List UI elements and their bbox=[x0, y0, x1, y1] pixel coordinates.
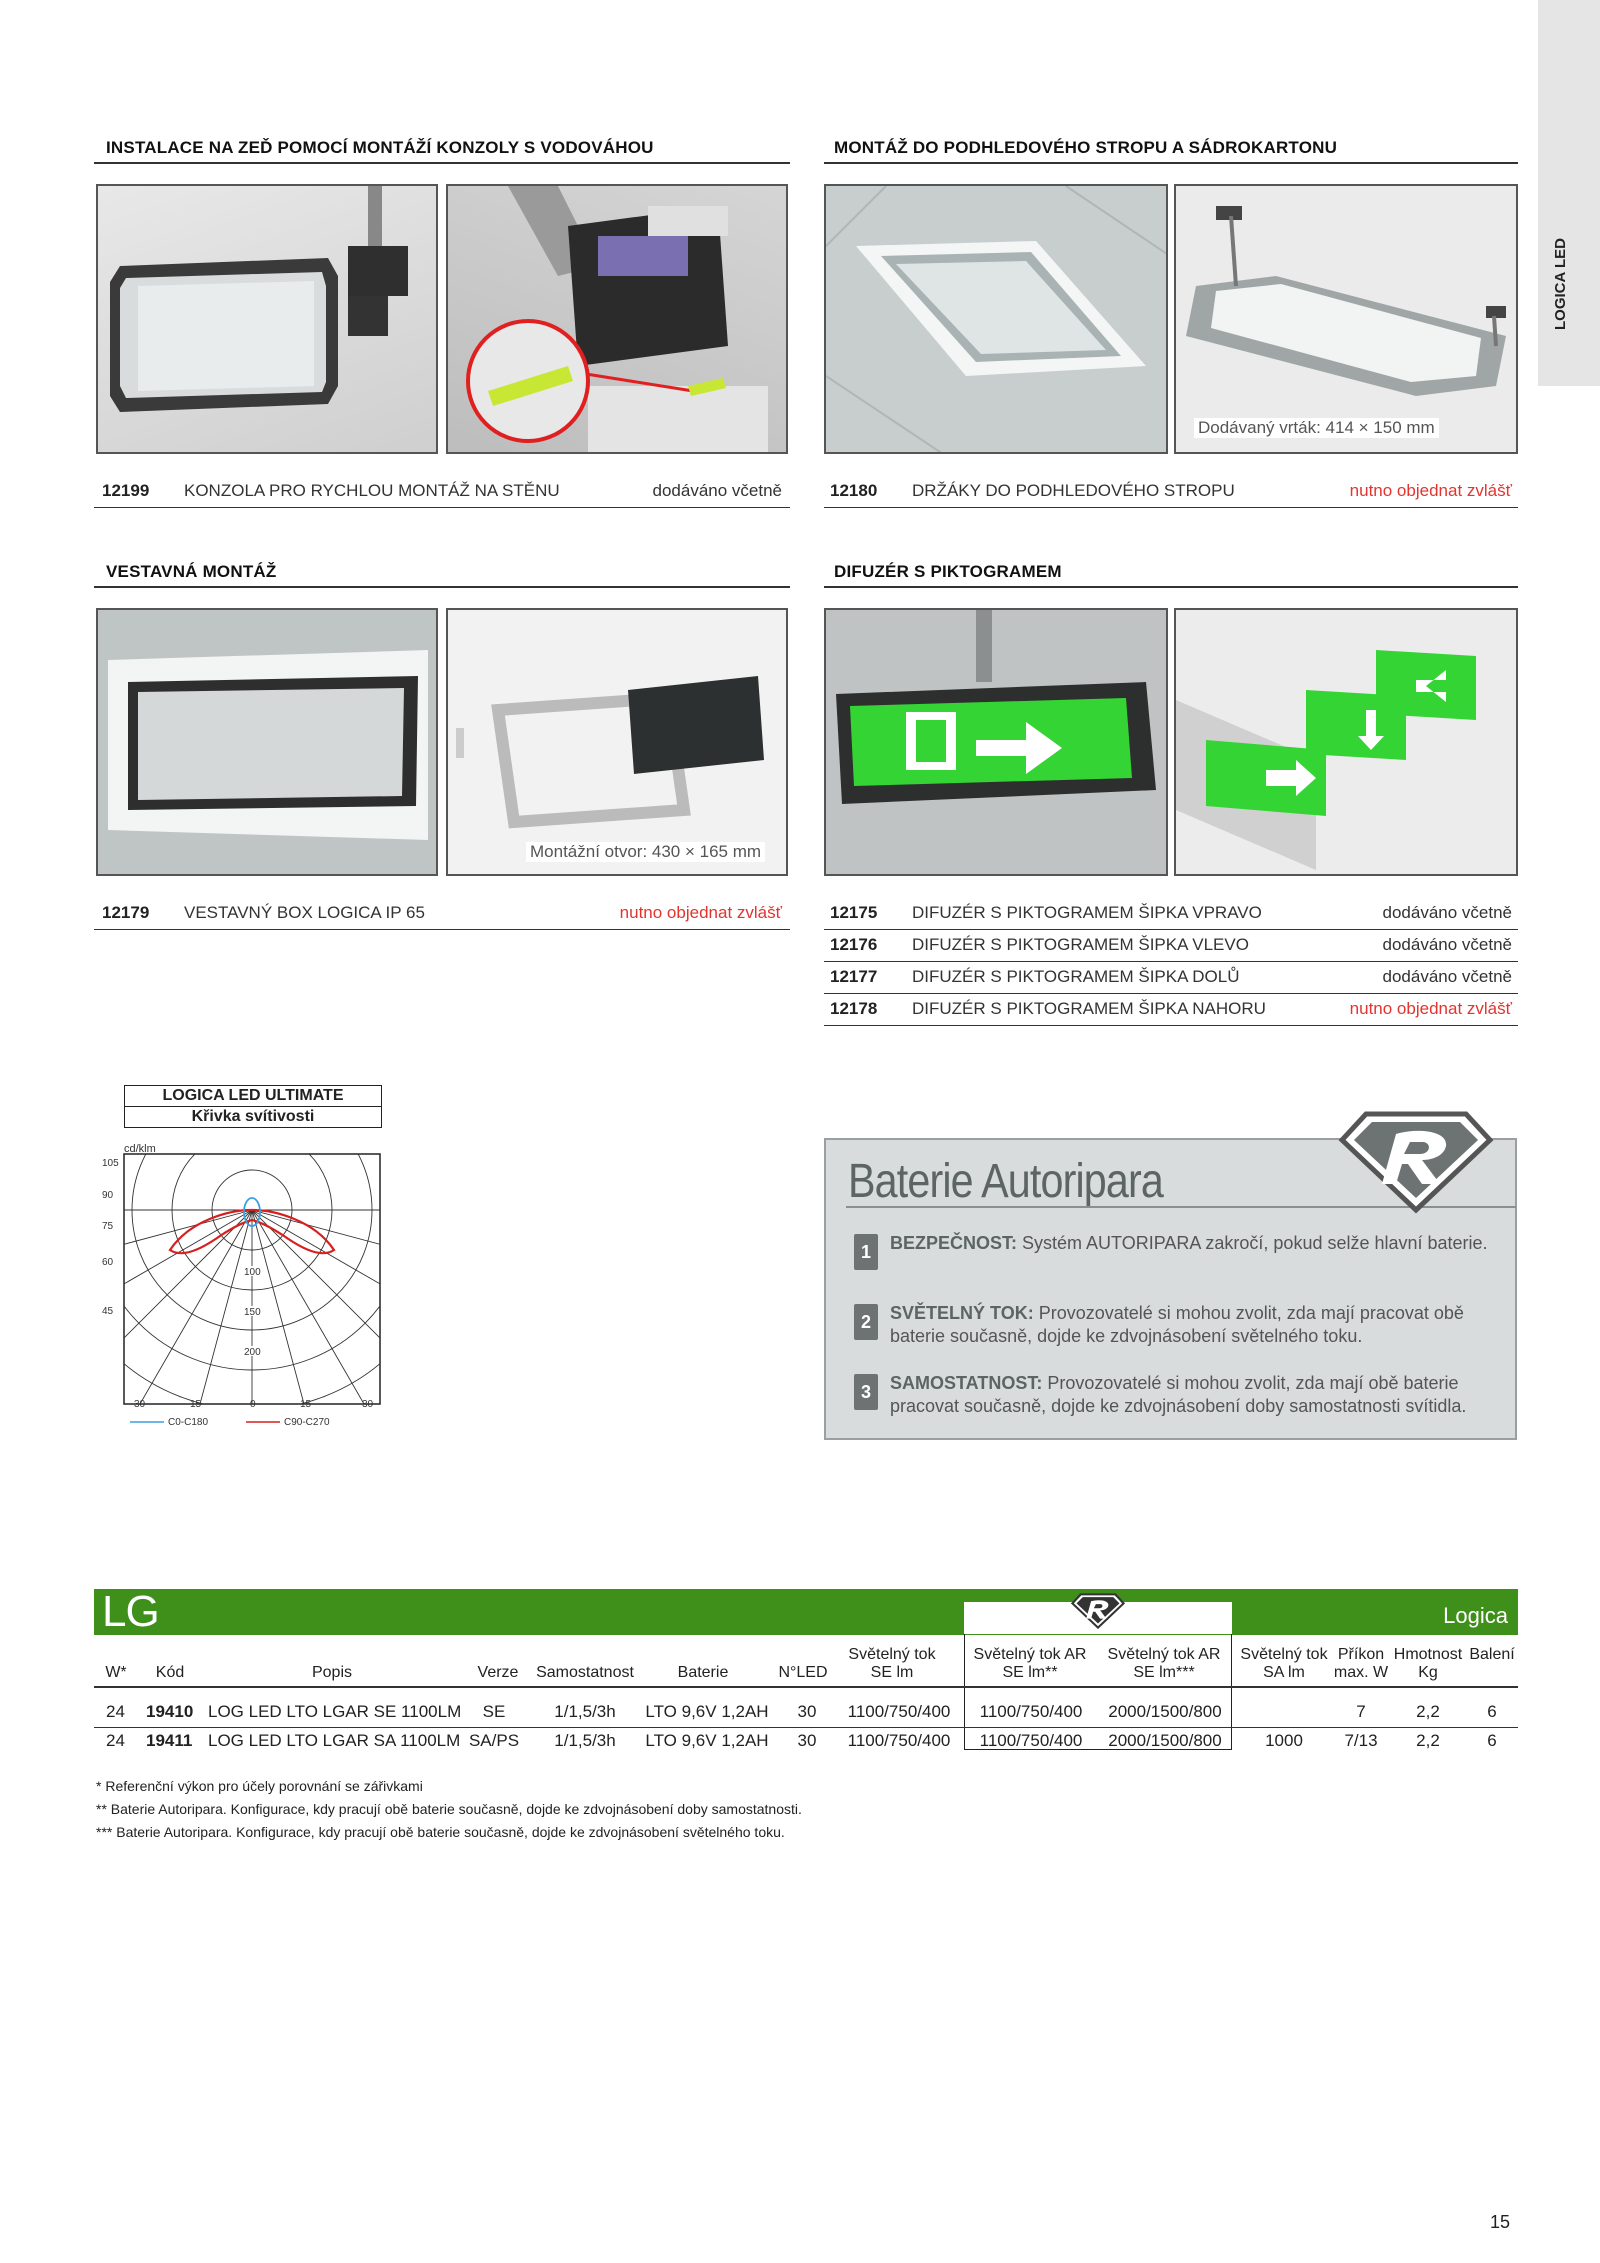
accessory-description: DIFUZÉR S PIKTOGRAMEM ŠIPKA VPRAVO bbox=[912, 903, 1262, 922]
photo-wall-bracket-luminaire bbox=[96, 184, 438, 454]
header-baleni: Balení bbox=[1469, 1646, 1515, 1663]
autoripara-logo-small bbox=[1070, 1593, 1126, 1629]
battery-item-label: BEZPEČNOST: bbox=[890, 1233, 1018, 1253]
polar-unit-label: cd/klm bbox=[124, 1143, 156, 1155]
header-tok-se: Světelný tok SE lm bbox=[848, 1646, 936, 1681]
accessory-description: DIFUZÉR S PIKTOGRAMEM ŠIPKA VLEVO bbox=[912, 935, 1249, 954]
polar-angle-label: 30 bbox=[134, 1399, 146, 1410]
row-divider bbox=[94, 507, 790, 508]
section-rule bbox=[824, 162, 1518, 164]
polar-chart-title: LOGICA LED ULTIMATE bbox=[125, 1086, 381, 1107]
header-baterie: Baterie bbox=[677, 1664, 729, 1681]
accessory-code: 12176 bbox=[830, 935, 878, 954]
recessed-cutout-caption: Montážní otvor: 430 × 165 mm bbox=[526, 842, 765, 862]
side-tab bbox=[1538, 0, 1600, 386]
table-row: 24 19411 LOG LED LTO LGAR SA 1100LM SA/PS 1/1,5/3h LTO 9,6V 1,2AH 30 1100/750/400 1100/750/400 2000/1500/800 1000 7/13 2,2 6 bbox=[106, 1731, 1497, 1750]
section-title-recessed: VESTAVNÁ MONTÁŽ bbox=[106, 562, 277, 581]
polar-radial-label: 200 bbox=[244, 1347, 261, 1358]
accessory-row bbox=[824, 476, 1518, 506]
accessory-description: VESTAVNÝ BOX LOGICA IP 65 bbox=[184, 903, 425, 922]
section-rule bbox=[94, 162, 790, 164]
header-tok-ar-sa: Světelný tok AR SE lm*** bbox=[1107, 1646, 1221, 1681]
accessory-note: nutno objednat zvlášť bbox=[619, 903, 782, 922]
legend-label-c90-c270: C90-C270 bbox=[284, 1417, 330, 1428]
row-divider bbox=[824, 1025, 1518, 1026]
photo-ceiling-brackets bbox=[1174, 184, 1518, 454]
polar-spoke bbox=[90, 1210, 252, 1340]
legend-label-c0-c180: C0-C180 bbox=[168, 1417, 209, 1428]
header-verze: Verze bbox=[477, 1664, 519, 1681]
polar-spoke bbox=[252, 1210, 390, 1394]
battery-item-text bbox=[890, 1232, 1500, 1255]
section-title-wall: INSTALACE NA ZEĎ POMOCÍ MONTÁŽÍ KONZOLY S VODOVÁHOU bbox=[106, 138, 654, 157]
family-code: LG bbox=[102, 1587, 159, 1636]
product-family-bar bbox=[94, 1589, 1518, 1635]
photo-diffuser-pictograms bbox=[1174, 608, 1518, 876]
accessory-row bbox=[824, 930, 1518, 960]
polar-angle-label: 105 bbox=[102, 1158, 119, 1169]
table-row: 24 19410 LOG LED LTO LGAR SE 1100LM SE 1/1,5/3h LTO 9,6V 1,2AH 30 1100/750/400 1100/750/400 2000/1500/800 7 2,2 6 bbox=[106, 1702, 1497, 1721]
row-divider bbox=[824, 507, 1518, 508]
battery-item-label: SAMOSTATNOST: bbox=[890, 1373, 1043, 1393]
accessory-note: dodáváno včetně bbox=[1382, 935, 1512, 954]
header-w: W* bbox=[105, 1664, 127, 1681]
accessory-note: nutno objednat zvlášť bbox=[1349, 999, 1512, 1018]
accessory-description: DRŽÁKY DO PODHLEDOVÉHO STROPU bbox=[912, 481, 1235, 500]
footnote: *** Baterie Autoripara. Konfigurace, kdy pracují obě baterie současně, dojde ke zdvojnásobení světelného toku. bbox=[96, 1824, 785, 1840]
accessory-note: nutno objednat zvlášť bbox=[1349, 481, 1512, 500]
polar-angle-label: 0 bbox=[250, 1399, 256, 1410]
header-tok-ar-se: Světelný tok AR SE lm** bbox=[973, 1646, 1087, 1681]
polar-radial-label: 150 bbox=[244, 1307, 261, 1318]
section-title-ceiling: MONTÁŽ DO PODHLEDOVÉHO STROPU A SÁDROKARTONU bbox=[834, 138, 1338, 157]
battery-item-text bbox=[890, 1302, 1500, 1348]
photo-wall-bracket-level bbox=[446, 184, 788, 454]
accessory-description: KONZOLA PRO RYCHLOU MONTÁŽ NA STĚNU bbox=[184, 481, 560, 500]
family-name: Logica bbox=[1443, 1603, 1508, 1628]
photo-recessed-box bbox=[96, 608, 438, 876]
side-tab-label: LOGICA LED bbox=[1552, 238, 1569, 330]
ceiling-cutout-caption: Dodávaný vrták: 414 × 150 mm bbox=[1194, 418, 1439, 438]
battery-title: Baterie Autoripara bbox=[848, 1155, 1163, 1208]
polar-angle-label: 75 bbox=[102, 1221, 114, 1232]
polar-angle-label: 45 bbox=[102, 1306, 114, 1317]
footnote: ** Baterie Autoripara. Konfigurace, kdy pracují obě baterie současně, dojde ke zdvojnásobení doby samostatnosti. bbox=[96, 1801, 802, 1817]
polar-spoke bbox=[90, 1210, 252, 1277]
polar-chart-subtitle: Křivka svítivosti bbox=[191, 1108, 315, 1125]
header-samostatnost: Samostatnost bbox=[536, 1664, 634, 1681]
row-divider bbox=[94, 929, 790, 930]
footnote: * Referenční výkon pro účely porovnání se zářivkami bbox=[96, 1778, 423, 1794]
battery-item-number: 3 bbox=[854, 1374, 878, 1410]
battery-item-number: 2 bbox=[854, 1304, 878, 1340]
accessory-row bbox=[96, 898, 788, 928]
header-nled: N°LED bbox=[778, 1664, 828, 1681]
accessory-note: dodáváno včetně bbox=[1382, 903, 1512, 922]
photo-recessed-frame bbox=[446, 608, 788, 876]
accessory-row bbox=[824, 898, 1518, 928]
polar-radial-label: 100 bbox=[244, 1267, 261, 1278]
battery-item-body: Systém AUTORIPARA zakročí, pokud selže hlavní baterie. bbox=[1017, 1233, 1488, 1253]
header-tok-sa: Světelný tok SA lm bbox=[1240, 1646, 1328, 1681]
header-popis: Popis bbox=[311, 1664, 353, 1681]
accessory-description: DIFUZÉR S PIKTOGRAMEM ŠIPKA DOLŮ bbox=[912, 967, 1240, 986]
battery-item-body: Provozovatelé si mohou zvolit, zda mají pracovat obě baterie současně, dojde ke zdvojnásobení světelného toku. bbox=[890, 1303, 1464, 1346]
section-title-diffuser: DIFUZÉR S PIKTOGRAMEM bbox=[834, 562, 1062, 581]
battery-item-number: 1 bbox=[854, 1234, 878, 1270]
accessory-description: DIFUZÉR S PIKTOGRAMEM ŠIPKA NAHORU bbox=[912, 999, 1266, 1018]
accessory-row bbox=[824, 962, 1518, 992]
accessory-code: 12199 bbox=[102, 481, 150, 500]
autoripara-logo bbox=[1338, 1110, 1494, 1214]
header-prikon: Příkon max. W bbox=[1333, 1646, 1389, 1681]
header-hmotnost: Hmotnost Kg bbox=[1393, 1646, 1463, 1681]
section-rule bbox=[824, 586, 1518, 588]
accessory-note: dodáváno včetně bbox=[652, 481, 782, 500]
polar-angle-label: 15 bbox=[190, 1399, 202, 1410]
accessory-code: 12179 bbox=[102, 903, 150, 922]
battery-item-body: Provozovatelé si mohou zvolit, zda mají obě baterie pracovat současně, dojde ke zdvojnásobení doby samostatnosti svítidla. bbox=[890, 1373, 1467, 1416]
photo-diffuser-exit-sign bbox=[824, 608, 1168, 876]
accessory-code: 12175 bbox=[830, 903, 878, 922]
polar-spoke bbox=[252, 1210, 390, 1277]
polar-angle-label: 15 bbox=[300, 1399, 312, 1410]
polar-chart-title-box bbox=[124, 1085, 382, 1128]
polar-intensity-chart bbox=[90, 1140, 390, 1440]
accessory-row bbox=[96, 476, 788, 506]
battery-item-label: SVĚTELNÝ TOK: bbox=[890, 1303, 1034, 1323]
polar-angle-label: 90 bbox=[102, 1190, 114, 1201]
accessory-code: 12180 bbox=[830, 481, 878, 500]
section-rule bbox=[94, 586, 790, 588]
polar-angle-label: 30 bbox=[362, 1399, 374, 1410]
header-kod: Kód bbox=[155, 1664, 185, 1681]
accessory-code: 12177 bbox=[830, 967, 878, 986]
accessory-note: dodáváno včetně bbox=[1382, 967, 1512, 986]
battery-item-text bbox=[890, 1372, 1500, 1418]
accessory-code: 12178 bbox=[830, 999, 878, 1018]
polar-angle-label: 60 bbox=[102, 1257, 114, 1268]
accessory-row bbox=[824, 994, 1518, 1024]
page-number: 15 bbox=[1490, 2212, 1511, 2232]
photo-ceiling-recessed bbox=[824, 184, 1168, 454]
table-header-rule bbox=[94, 1686, 1518, 1688]
